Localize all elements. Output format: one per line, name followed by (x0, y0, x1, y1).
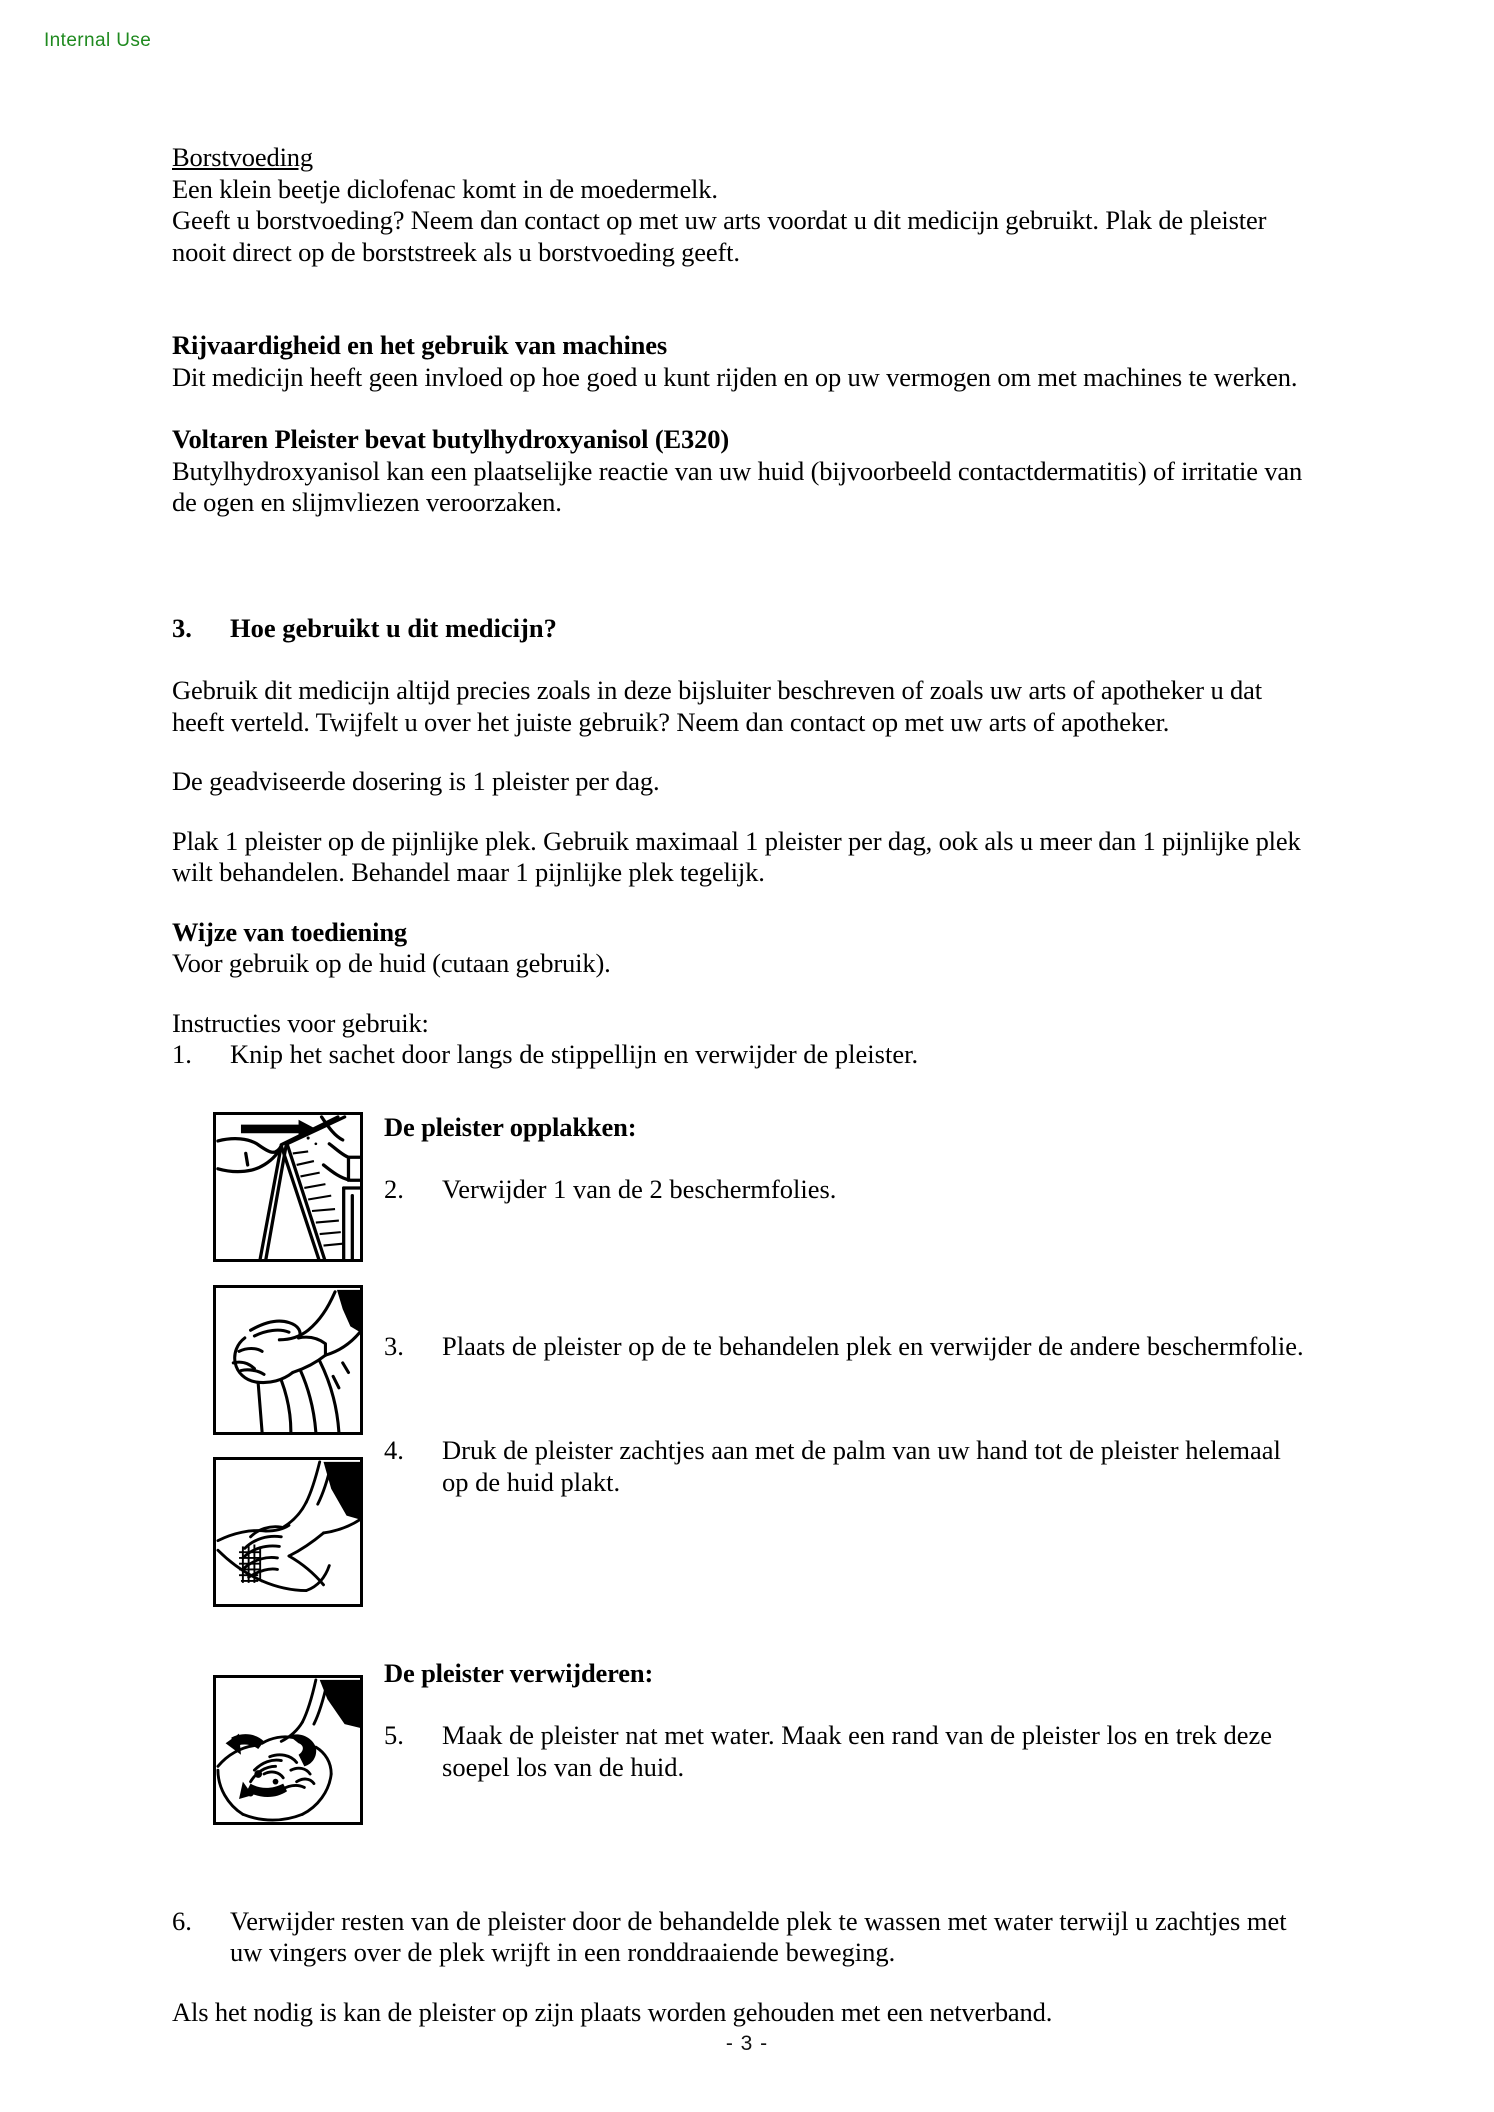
spacer (384, 1362, 1308, 1435)
spacer (172, 889, 1308, 917)
section-heading-excipient: Voltaren Pleister bevat butylhydroxyanisol (E320) (172, 424, 730, 454)
instruction-step-5 (384, 1720, 1308, 1783)
instruction-step-1 (172, 1039, 1308, 1071)
spacer (172, 1969, 1308, 1997)
spacer (172, 644, 1308, 675)
step-5-text: Maak de pleister nat met water. Maak een rand van de pleister los en trek deze soepel los van de huid. (442, 1720, 1272, 1782)
spacer (384, 1689, 1308, 1720)
usage-paragraph-1: Gebruik dit medicijn altijd precies zoals in deze bijsluiter beschreven of zoals uw arts of apotheker u dat heeft verteld. Twijfelt u over het juiste gebruik? Neem dan contact op met uw arts of apotheker. (172, 675, 1262, 737)
breastfeeding-line-2: Geeft u borstvoeding? Neem dan contact op met uw arts voordat u dit medicijn gebruikt. Plak de pleister nooit direct op de borststreek als u borstvoeding geeft. (172, 205, 1267, 267)
spacer (172, 393, 1308, 424)
driving-body: Dit medicijn heeft geen invloed op hoe goed u kunt rijden en op uw vermogen om met machines te werken. (172, 361, 1298, 392)
page-number-footer: - 3 - (725, 2032, 769, 2055)
step-1-number: 1. (172, 1039, 192, 1069)
press-patch-with-palm-illustration (213, 1457, 363, 1607)
section-3-title: Hoe gebruikt u dit medicijn? (230, 612, 557, 643)
instruction-step-2 (384, 1174, 1308, 1206)
step-4-text: Druk de pleister zachtjes aan met de palm van uw hand tot de pleister helemaal op de huid plakt. (442, 1435, 1281, 1497)
section-3-heading (172, 613, 1308, 645)
step-5-number: 5. (384, 1720, 404, 1750)
classification-header: Internal Use (44, 30, 152, 51)
spacer (172, 1848, 1308, 1906)
breastfeeding-line-1: Een klein beetje diclofenac komt in de moedermelk. (172, 173, 718, 204)
apply-steps (384, 1112, 1308, 1499)
apply-patch-heading: De pleister opplakken: (384, 1111, 637, 1142)
instruction-step-6 (172, 1906, 1308, 1969)
usage-paragraph-3: Plak 1 pleister op de pijnlijke plek. Gebruik maximaal 1 pleister per dag, ook als u meer dan 1 pijnlijke plek wilt behandelen. Behandel maar 1 pijnlijke plek tegelijk. (172, 825, 1301, 887)
section-heading-driving: Rijvaardigheid en het gebruik van machines (172, 330, 668, 360)
step-2-number: 2. (384, 1174, 404, 1204)
administration-body: Voor gebruik op de huid (cutaan gebruik). (172, 948, 611, 978)
closing-note: Als het nodig is kan de pleister op zijn plaats worden gehouden met een netverband. (172, 1996, 1053, 2027)
spacer (172, 738, 1308, 766)
step-3-number: 3. (384, 1330, 404, 1361)
step-3-text: Plaats de pleister op de te behandelen plek en verwijder de andere beschermfolie. (442, 1330, 1304, 1361)
step-2-text: Verwijder 1 van de 2 beschermfolies. (442, 1174, 837, 1204)
spacer (384, 1143, 1308, 1174)
remove-patch-heading: De pleister verwijderen: (384, 1657, 654, 1688)
spacer (172, 519, 1308, 613)
apply-patch-figure-block (172, 1112, 1308, 1642)
remove-patch-figure-block (172, 1658, 1308, 1848)
spacer (172, 798, 1308, 826)
peel-backing-film-illustration (213, 1112, 363, 1262)
step-1-text: Knip het sachet door langs de stippellijn en verwijder de pleister. (230, 1039, 919, 1069)
step-4-number: 4. (384, 1435, 404, 1465)
spacer (172, 268, 1308, 330)
step-6-text: Verwijder resten van de pleister door de behandelde plek te wassen met water terwijl u zachtjes met uw vingers over de plek wrijft in een ronddraaiende beweging. (230, 1905, 1287, 1967)
instructions-label: Instructies voor gebruik: (172, 1007, 429, 1038)
section-3-number: 3. (172, 612, 192, 643)
instruction-step-4 (384, 1435, 1308, 1498)
wet-and-peel-patch-illustration (213, 1675, 363, 1825)
instruction-step-3 (384, 1331, 1308, 1363)
excipient-body: Butylhydroxyanisol kan een plaatselijke reactie van uw huid (bijvoorbeeld contactdermatitis) of irritatie van de ogen en slijmvliezen veroorzaken. (172, 455, 1303, 517)
remove-steps (384, 1658, 1308, 1784)
section-heading-breastfeeding: Borstvoeding (172, 142, 313, 172)
step-6-number: 6. (172, 1905, 192, 1936)
place-patch-on-skin-illustration (213, 1285, 363, 1435)
document-body (172, 142, 1308, 2028)
spacer (172, 980, 1308, 1008)
usage-paragraph-2: De geadviseerde dosering is 1 pleister per dag. (172, 766, 660, 796)
spacer (384, 1206, 1308, 1331)
section-heading-administration: Wijze van toediening (172, 916, 408, 947)
